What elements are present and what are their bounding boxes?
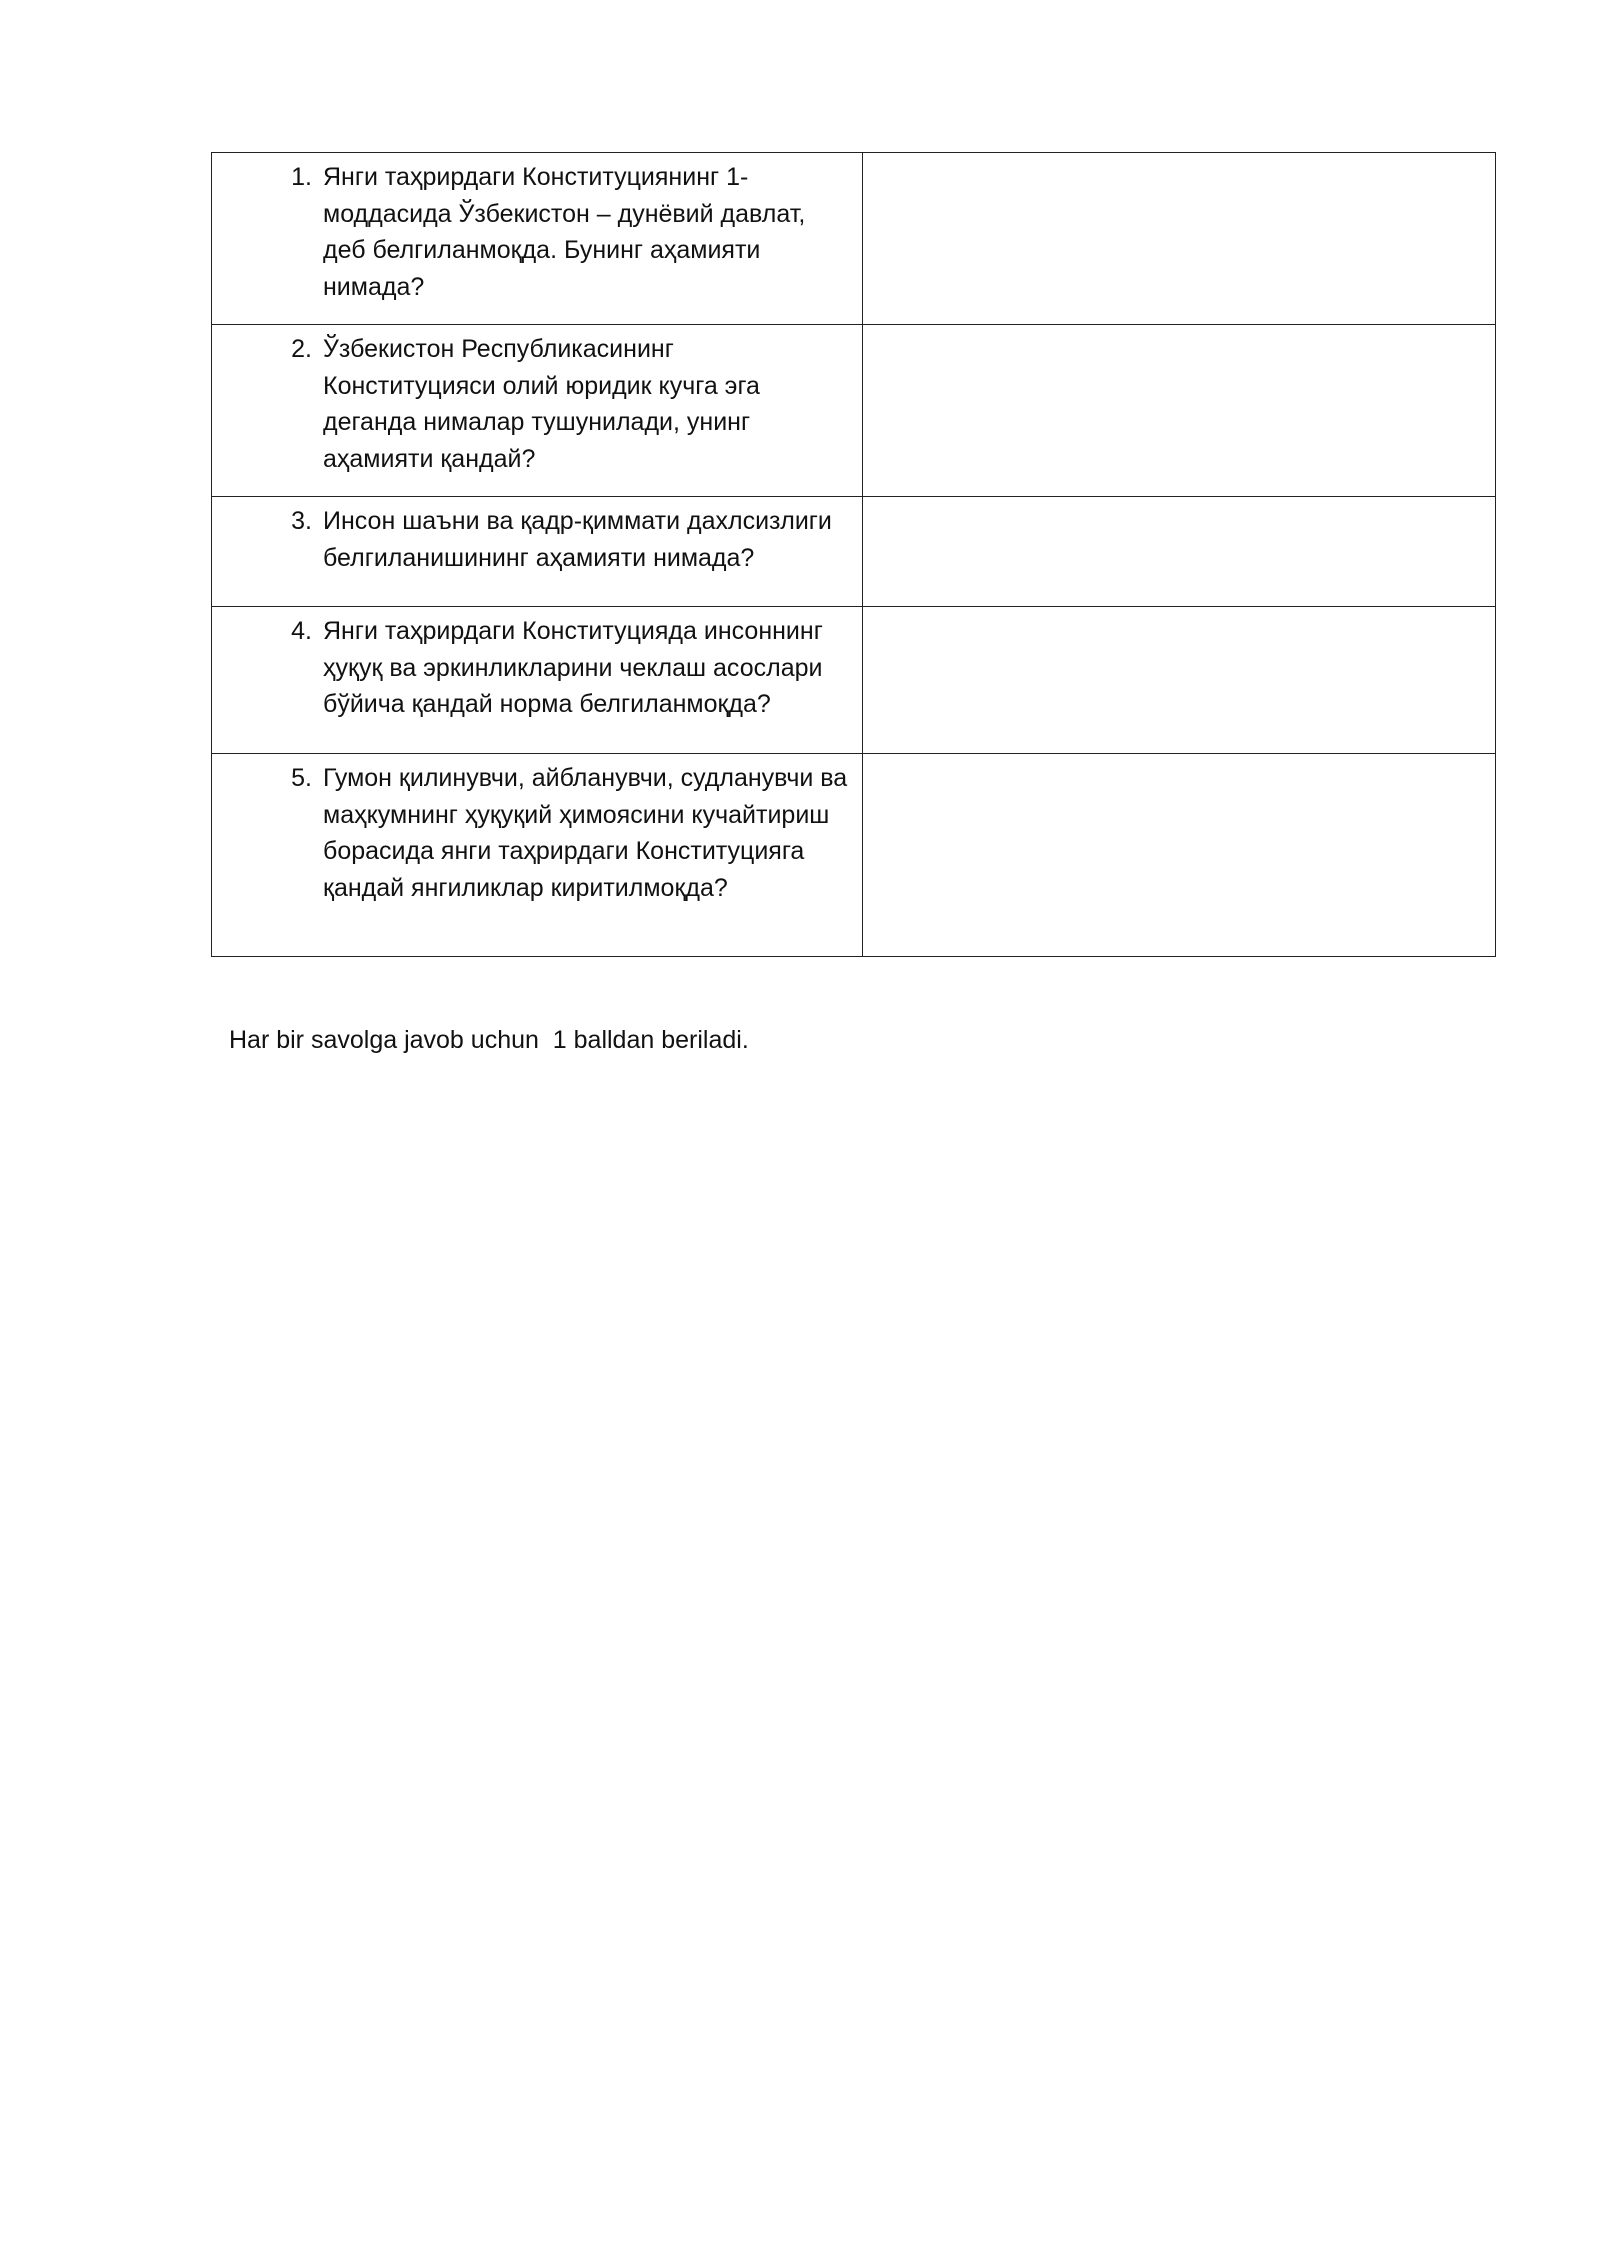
question-number: 5.	[291, 764, 312, 792]
table-row	[212, 325, 1496, 497]
question-number: 2.	[291, 335, 312, 363]
question-number: 3.	[291, 507, 312, 535]
scoring-note: Har bir savolga javob uchun 1 balldan beriladi.	[229, 1026, 749, 1054]
question-cell	[212, 754, 863, 957]
questions-table	[211, 152, 1496, 957]
question-number: 4.	[291, 617, 312, 645]
question-number: 1.	[291, 163, 312, 191]
answer-cell[interactable]	[863, 325, 1496, 497]
answer-cell[interactable]	[863, 754, 1496, 957]
question-cell	[212, 497, 863, 607]
question-text: Янги таҳрирдаги Конституцияда инсоннинг ҳуқуқ ва эркинликларини чеклаш асослари бўйича қандай норма белгиланмоқда?	[323, 617, 823, 718]
answer-cell[interactable]	[863, 153, 1496, 325]
answer-cell[interactable]	[863, 607, 1496, 754]
question-text: Гумон қилинувчи, айбланувчи, судланувчи ва маҳкумнинг ҳуқуқий ҳимоясини кучайтириш борасида янги таҳрирдаги Конституцияга қандай янгиликлар киритилмоқда?	[323, 764, 848, 902]
question-text: Инсон шаъни ва қадр-қиммати дахлсизлиги белгиланишининг аҳамияти нимада?	[323, 507, 832, 572]
table-row	[212, 754, 1496, 957]
question-cell	[212, 153, 863, 325]
table-row	[212, 497, 1496, 607]
question-text: Ўзбекистон Республикасининг Конституцияси олий юридик кучга эга деганда нималар тушунилади, унинг аҳамияти қандай?	[323, 335, 760, 473]
table-row	[212, 153, 1496, 325]
table-row	[212, 607, 1496, 754]
question-text: Янги таҳрирдаги Конституциянинг 1-моддасида Ўзбекистон – дунёвий давлат, деб белгиланмоқда. Бунинг аҳамияти нимада?	[323, 163, 806, 301]
answer-cell[interactable]	[863, 497, 1496, 607]
question-cell	[212, 325, 863, 497]
question-cell	[212, 607, 863, 754]
